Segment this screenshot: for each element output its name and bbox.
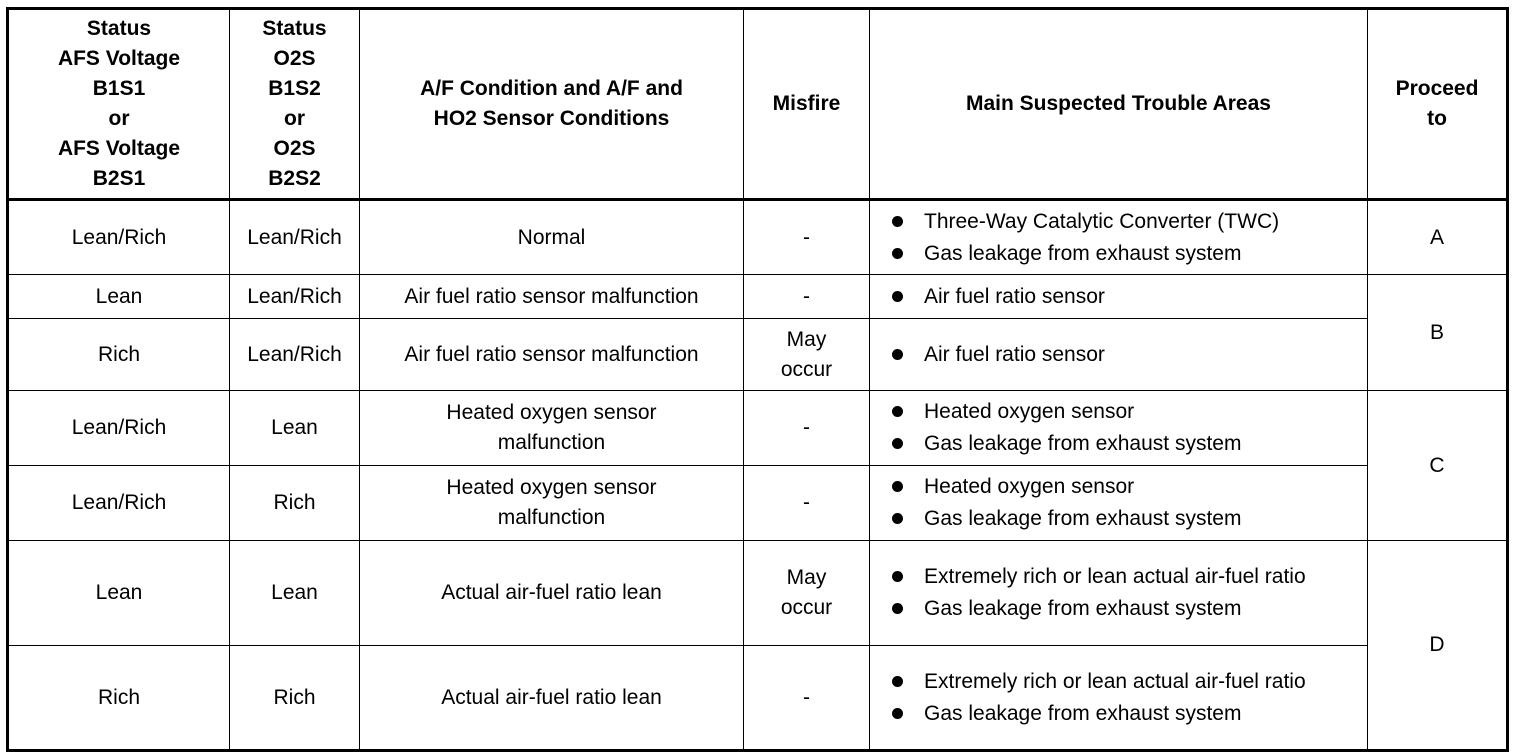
trouble-cell: [870, 275, 1368, 319]
afs-cell: Rich: [8, 646, 230, 751]
o2s-cell: Lean/Rich: [230, 200, 360, 275]
condition-cell: [360, 200, 744, 275]
trouble-list: [892, 207, 1361, 269]
o2s-cell: Lean: [230, 391, 360, 466]
condition-line: Normal: [517, 225, 586, 249]
misfire-cell: [744, 391, 870, 466]
bullet-icon: [892, 406, 903, 417]
list-item: [892, 340, 1361, 370]
o2s-cell: Lean/Rich: [230, 275, 360, 319]
bullet-icon: [892, 438, 903, 449]
trouble-cell: [870, 646, 1368, 751]
list-item: [892, 397, 1361, 427]
bullet-icon: [892, 216, 903, 227]
header-misfire: Misfire: [744, 9, 870, 200]
list-item: [892, 699, 1361, 729]
list-item: [892, 472, 1361, 502]
trouble-list: [892, 397, 1361, 459]
table-row: [8, 275, 1508, 319]
table-header: [8, 9, 1508, 200]
proceed-cell: B: [1368, 275, 1508, 391]
trouble-cell: [870, 391, 1368, 466]
trouble-list: [892, 282, 1361, 312]
condition-cell: [360, 541, 744, 646]
misfire-cell: [744, 646, 870, 751]
condition-cell: [360, 319, 744, 391]
list-item: [892, 504, 1361, 534]
table-row: [8, 541, 1508, 646]
header-afs-line: B1S1: [92, 77, 146, 100]
trouble-text: Air fuel ratio sensor: [924, 284, 1105, 308]
table-row: [8, 466, 1508, 541]
bullet-icon: [892, 603, 903, 614]
trouble-list: [892, 340, 1361, 370]
condition-line: malfunction: [497, 431, 606, 454]
misfire-cell: [744, 466, 870, 541]
bullet-icon: [892, 291, 903, 302]
proceed-cell: D: [1368, 541, 1508, 751]
trouble-text: Extremely rich or lean actual air-fuel ratio: [924, 669, 1306, 693]
misfire-line: -: [803, 491, 810, 514]
o2s-cell: Lean: [230, 541, 360, 646]
header-row: [8, 9, 1508, 200]
trouble-text: Gas leakage from exhaust system: [924, 507, 1242, 530]
header-trouble-areas: Main Suspected Trouble Areas: [870, 9, 1368, 200]
condition-line: Actual air-fuel ratio lean: [441, 685, 662, 709]
trouble-text: Heated oxygen sensor: [924, 400, 1135, 423]
list-item: [892, 429, 1361, 459]
condition-cell: [360, 646, 744, 751]
trouble-text: Gas leakage from exhaust system: [924, 701, 1242, 725]
header-af-condition: [360, 9, 744, 200]
header-afs-line: B2S1: [92, 167, 146, 190]
table-body: [8, 200, 1508, 751]
misfire-cell: [744, 275, 870, 319]
afs-cell: Lean/Rich: [8, 391, 230, 466]
list-item: [892, 667, 1361, 697]
header-o2s-line: O2S: [273, 137, 316, 160]
list-item: [892, 594, 1361, 624]
header-o2s-line: Status: [262, 17, 327, 40]
bullet-icon: [892, 708, 903, 719]
proceed-cell: C: [1368, 391, 1508, 541]
header-af-condition-line: A/F Condition and A/F and: [420, 77, 683, 100]
trouble-cell: [870, 541, 1368, 646]
condition-cell: [360, 466, 744, 541]
table-row: [8, 391, 1508, 466]
trouble-text: Gas leakage from exhaust system: [924, 241, 1242, 265]
table-row: [8, 319, 1508, 391]
condition-line: malfunction: [497, 506, 606, 529]
list-item: [892, 282, 1361, 312]
bullet-icon: [892, 248, 903, 259]
trouble-text: Extremely rich or lean actual air-fuel ratio: [924, 565, 1306, 588]
list-item: [892, 239, 1361, 269]
bullet-icon: [892, 349, 903, 360]
bullet-icon: [892, 676, 903, 687]
header-o2s-line: B2S2: [268, 167, 321, 190]
o2s-cell: Rich: [230, 646, 360, 751]
header-o2s-line: B1S2: [268, 77, 321, 100]
trouble-cell: [870, 200, 1368, 275]
trouble-text: Heated oxygen sensor: [924, 475, 1135, 498]
misfire-line: occur: [780, 596, 833, 619]
bullet-icon: [892, 513, 903, 524]
list-item: [892, 207, 1361, 237]
afs-cell: Lean/Rich: [8, 466, 230, 541]
misfire-cell: [744, 200, 870, 275]
trouble-text: Three-Way Catalytic Converter (TWC): [924, 209, 1280, 233]
diagnostic-table: [6, 7, 1509, 752]
condition-line: Air fuel ratio sensor malfunction: [404, 342, 699, 366]
condition-line: Heated oxygen sensor: [446, 476, 657, 499]
header-afs-line: or: [108, 107, 130, 130]
proceed-cell: A: [1368, 200, 1508, 275]
misfire-line: -: [803, 225, 810, 249]
trouble-text: Gas leakage from exhaust system: [924, 597, 1242, 620]
header-af-condition-line: HO2 Sensor Conditions: [433, 107, 670, 130]
condition-line: Actual air-fuel ratio lean: [441, 581, 662, 604]
afs-cell: Lean/Rich: [8, 200, 230, 275]
misfire-line: -: [803, 284, 810, 308]
misfire-line: occur: [780, 357, 833, 381]
misfire-line: -: [803, 416, 810, 439]
o2s-cell: Rich: [230, 466, 360, 541]
trouble-list: [892, 562, 1361, 624]
misfire-cell: [744, 541, 870, 646]
header-o2s-line: or: [284, 107, 305, 130]
misfire-line: -: [803, 685, 810, 709]
afs-cell: Rich: [8, 319, 230, 391]
trouble-list: [892, 667, 1361, 729]
bullet-icon: [892, 571, 903, 582]
trouble-cell: [870, 319, 1368, 391]
condition-cell: [360, 391, 744, 466]
header-proceed-to: [1368, 9, 1508, 200]
condition-cell: [360, 275, 744, 319]
trouble-text: Air fuel ratio sensor: [924, 342, 1105, 366]
afs-cell: Lean: [8, 541, 230, 646]
header-afs-line: Status: [86, 17, 152, 40]
header-o2s-line: O2S: [273, 47, 316, 70]
header-afs-line: AFS Voltage: [57, 47, 181, 70]
header-proceed-line: to: [1427, 107, 1447, 130]
trouble-list: [892, 472, 1361, 534]
misfire-line: May: [786, 327, 827, 351]
misfire-cell: [744, 319, 870, 391]
table-row: [8, 646, 1508, 751]
misfire-line: May: [786, 566, 827, 589]
list-item: [892, 562, 1361, 592]
header-afs-voltage: [8, 9, 230, 200]
trouble-text: Gas leakage from exhaust system: [924, 432, 1242, 455]
header-afs-line: AFS Voltage: [57, 137, 181, 160]
header-o2s: [230, 9, 360, 200]
afs-cell: Lean: [8, 275, 230, 319]
bullet-icon: [892, 481, 903, 492]
table-row: [8, 200, 1508, 275]
condition-line: Heated oxygen sensor: [446, 401, 657, 424]
condition-line: Air fuel ratio sensor malfunction: [404, 284, 699, 308]
o2s-cell: Lean/Rich: [230, 319, 360, 391]
header-proceed-line: Proceed: [1395, 77, 1479, 100]
trouble-cell: [870, 466, 1368, 541]
